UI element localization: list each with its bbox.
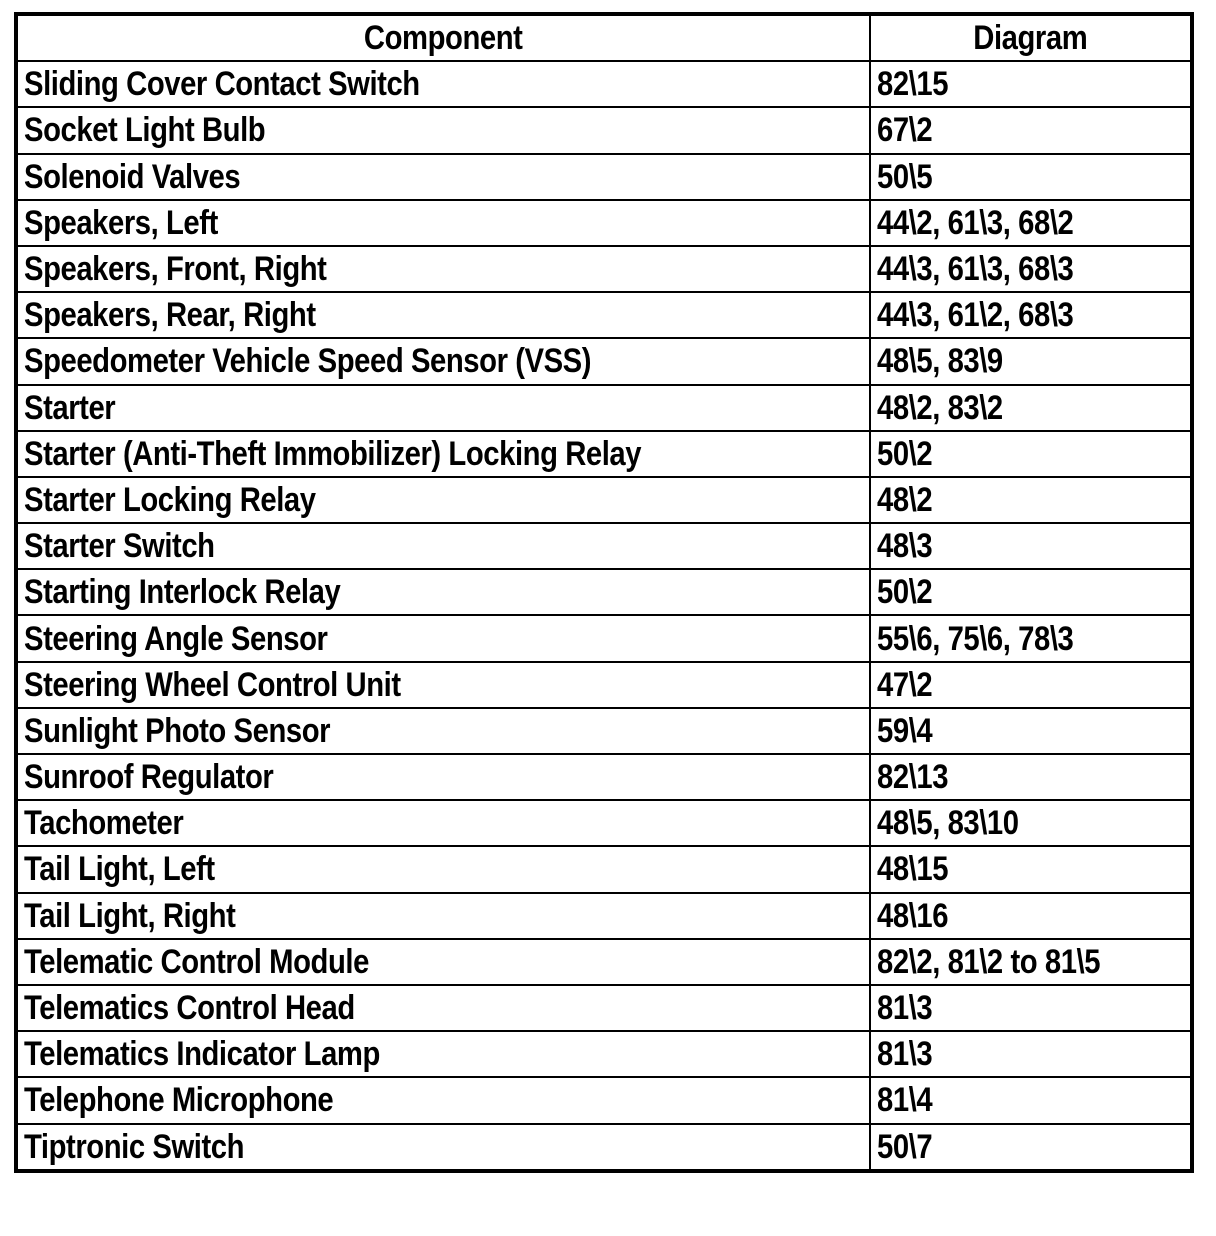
diagram-cell: [870, 893, 1192, 939]
table-row: [16, 431, 1192, 477]
component-name: Starting Interlock Relay: [24, 573, 341, 612]
diagram-reference: 44\2, 61\3, 68\2: [877, 203, 1074, 242]
component-name: Solenoid Valves: [24, 157, 241, 196]
table-row: [16, 754, 1192, 800]
diagram-reference: 44\3, 61\3, 68\3: [877, 250, 1074, 289]
component-cell: [16, 985, 870, 1031]
component-name: Steering Angle Sensor: [24, 619, 328, 658]
table-row: [16, 846, 1192, 892]
component-name: Sunlight Photo Sensor: [24, 711, 331, 750]
diagram-reference: 55\6, 75\6, 78\3: [877, 619, 1074, 658]
diagram-cell: [870, 708, 1192, 754]
table-row: [16, 200, 1192, 246]
header-diagram-label: Diagram: [973, 19, 1088, 58]
component-name: Steering Wheel Control Unit: [24, 665, 401, 704]
diagram-reference: 82\2, 81\2 to 81\5: [877, 942, 1101, 981]
component-name: Speedometer Vehicle Speed Sensor (VSS): [24, 342, 592, 381]
component-cell: [16, 292, 870, 338]
component-name: Telematics Indicator Lamp: [24, 1035, 380, 1074]
diagram-reference: 48\5, 83\9: [877, 342, 1003, 381]
component-cell: [16, 1031, 870, 1077]
diagram-cell: [870, 1077, 1192, 1123]
diagram-reference: 48\2: [877, 480, 933, 519]
component-cell: [16, 154, 870, 200]
table-row: [16, 477, 1192, 523]
component-name: Socket Light Bulb: [24, 111, 266, 150]
table-row: [16, 154, 1192, 200]
diagram-cell: [870, 246, 1192, 292]
component-name: Starter (Anti-Theft Immobilizer) Locking Relay: [24, 434, 642, 473]
diagram-reference: 48\16: [877, 896, 949, 935]
component-name: Starter Switch: [24, 527, 215, 566]
component-cell: [16, 1124, 870, 1171]
table-body: [16, 61, 1192, 1171]
component-name: Tail Light, Right: [24, 896, 236, 935]
table-header-row: [16, 14, 1192, 61]
diagram-reference: 81\4: [877, 1081, 933, 1120]
diagram-cell: [870, 61, 1192, 107]
component-cell: [16, 338, 870, 384]
component-name: Starter Locking Relay: [24, 480, 316, 519]
diagram-reference: 82\15: [877, 65, 949, 104]
diagram-cell: [870, 200, 1192, 246]
component-cell: [16, 61, 870, 107]
component-cell: [16, 615, 870, 661]
diagram-cell: [870, 615, 1192, 661]
component-cell: [16, 893, 870, 939]
diagram-reference: 81\3: [877, 1035, 933, 1074]
table-row: [16, 800, 1192, 846]
component-cell: [16, 662, 870, 708]
table-row: [16, 246, 1192, 292]
diagram-cell: [870, 662, 1192, 708]
component-cell: [16, 431, 870, 477]
diagram-cell: [870, 385, 1192, 431]
component-name: Sunroof Regulator: [24, 758, 274, 797]
diagram-reference: 82\13: [877, 758, 949, 797]
diagram-cell: [870, 846, 1192, 892]
component-cell: [16, 477, 870, 523]
table-row: [16, 292, 1192, 338]
table-row: [16, 1077, 1192, 1123]
diagram-cell: [870, 154, 1192, 200]
diagram-reference: 50\2: [877, 434, 933, 473]
component-name: Starter: [24, 388, 116, 427]
diagram-reference: 50\5: [877, 157, 933, 196]
diagram-reference: 81\3: [877, 989, 933, 1028]
diagram-cell: [870, 523, 1192, 569]
diagram-cell: [870, 1031, 1192, 1077]
table-row: [16, 662, 1192, 708]
table-row: [16, 708, 1192, 754]
component-name: Tachometer: [24, 804, 184, 843]
component-cell: [16, 246, 870, 292]
diagram-reference: 50\2: [877, 573, 933, 612]
diagram-reference: 48\2, 83\2: [877, 388, 1003, 427]
table-row: [16, 1124, 1192, 1171]
table-row: [16, 569, 1192, 615]
component-cell: [16, 754, 870, 800]
diagram-cell: [870, 800, 1192, 846]
component-cell: [16, 708, 870, 754]
diagram-cell: [870, 477, 1192, 523]
diagram-cell: [870, 431, 1192, 477]
component-name: Speakers, Left: [24, 203, 218, 242]
table-row: [16, 1031, 1192, 1077]
component-cell: [16, 569, 870, 615]
table-row: [16, 338, 1192, 384]
diagram-reference: 48\3: [877, 527, 933, 566]
diagram-cell: [870, 292, 1192, 338]
component-cell: [16, 200, 870, 246]
diagram-reference: 50\7: [877, 1127, 933, 1166]
component-diagram-table-container: [14, 12, 1190, 1173]
diagram-reference: 48\15: [877, 850, 949, 889]
diagram-reference: 67\2: [877, 111, 933, 150]
table-row: [16, 615, 1192, 661]
component-name: Telephone Microphone: [24, 1081, 334, 1120]
header-diagram: [870, 14, 1192, 61]
component-name: Sliding Cover Contact Switch: [24, 65, 420, 104]
component-name: Telematic Control Module: [24, 942, 369, 981]
diagram-cell: [870, 985, 1192, 1031]
header-component: [16, 14, 870, 61]
header-component-label: Component: [364, 19, 523, 58]
component-cell: [16, 1077, 870, 1123]
table-row: [16, 985, 1192, 1031]
component-diagram-table: [14, 12, 1194, 1173]
component-name: Telematics Control Head: [24, 989, 355, 1028]
diagram-reference: 48\5, 83\10: [877, 804, 1019, 843]
component-cell: [16, 939, 870, 985]
diagram-cell: [870, 754, 1192, 800]
component-name: Tiptronic Switch: [24, 1127, 245, 1166]
diagram-cell: [870, 1124, 1192, 1171]
diagram-cell: [870, 338, 1192, 384]
component-cell: [16, 800, 870, 846]
table-row: [16, 61, 1192, 107]
diagram-reference: 47\2: [877, 665, 933, 704]
table-row: [16, 523, 1192, 569]
component-name: Speakers, Rear, Right: [24, 296, 316, 335]
diagram-reference: 59\4: [877, 711, 933, 750]
component-name: Tail Light, Left: [24, 850, 215, 889]
diagram-cell: [870, 569, 1192, 615]
component-cell: [16, 846, 870, 892]
diagram-cell: [870, 939, 1192, 985]
table-row: [16, 939, 1192, 985]
table-row: [16, 893, 1192, 939]
diagram-cell: [870, 107, 1192, 153]
diagram-reference: 44\3, 61\2, 68\3: [877, 296, 1074, 335]
table-row: [16, 385, 1192, 431]
table-row: [16, 107, 1192, 153]
component-cell: [16, 385, 870, 431]
component-name: Speakers, Front, Right: [24, 250, 327, 289]
component-cell: [16, 523, 870, 569]
component-cell: [16, 107, 870, 153]
